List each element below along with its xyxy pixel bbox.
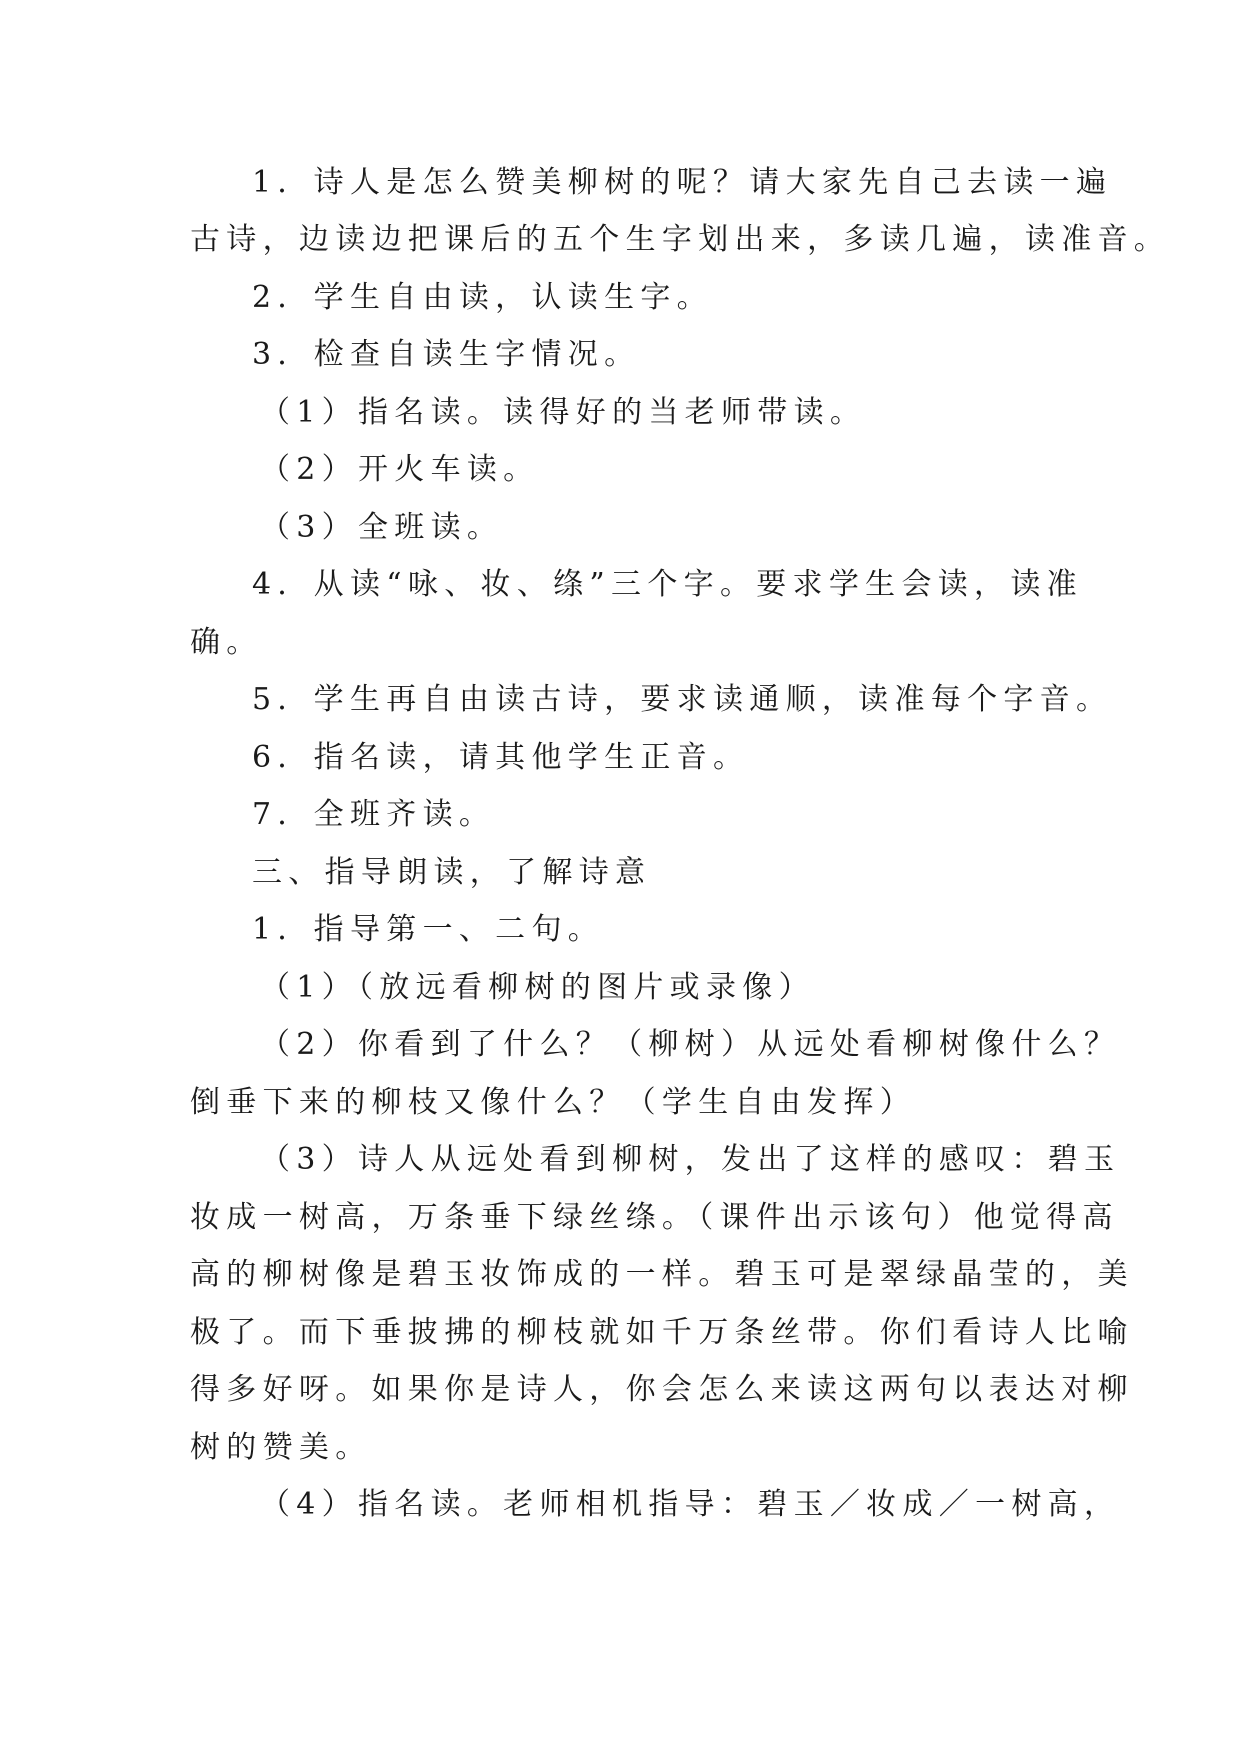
paragraph-line: 得多好呀。如果你是诗人，你会怎么来读这两句以表达对柳: [190, 1372, 1134, 1407]
paragraph-line: （2）开火车读。: [260, 452, 540, 487]
paragraph-line: （2）你看到了什么？（柳树）从远处看柳树像什么？: [260, 1027, 1121, 1062]
section-heading: 三、指导朗读，了解诗意: [252, 855, 652, 890]
paragraph-line: 倒垂下来的柳枝又像什么？（学生自由发挥）: [190, 1085, 916, 1120]
paragraph-line: 树的赞美。: [190, 1430, 372, 1465]
paragraph-line: 妆成一树高，万条垂下绿丝绦。（课件出示该句）他觉得高: [190, 1200, 1119, 1235]
paragraph-line: 确。: [190, 625, 263, 660]
paragraph-line: 7．全班齐读。: [252, 797, 496, 832]
paragraph-line: （3）全班读。: [260, 510, 504, 545]
paragraph-line: 6．指名读，请其他学生正音。: [252, 740, 750, 775]
paragraph-line: 4．从读“咏、妆、绦”三个字。要求学生会读，读准: [252, 567, 1083, 602]
paragraph-line: （1）指名读。读得好的当老师带读。: [260, 395, 867, 430]
paragraph-line: （3）诗人从远处看到柳树，发出了这样的感叹：碧玉: [260, 1142, 1121, 1177]
paragraph-line: （4）指名读。老师相机指导：碧玉／妆成／一树高，: [260, 1487, 1121, 1522]
paragraph-line: （1）（放远看柳树的图片或录像）: [260, 970, 815, 1005]
paragraph-line: 1．诗人是怎么赞美柳树的呢？请大家先自己去读一遍: [252, 165, 1113, 200]
paragraph-line: 1．指导第一、二句。: [252, 912, 605, 947]
paragraph-line: 5．学生再自由读古诗，要求读通顺，读准每个字音。: [252, 682, 1113, 717]
paragraph-line: 2．学生自由读，认读生字。: [252, 280, 713, 315]
paragraph-line: 高的柳树像是碧玉妆饰成的一样。碧玉可是翠绿晶莹的，美: [190, 1257, 1134, 1292]
paragraph-line: 3．检查自读生字情况。: [252, 337, 641, 372]
paragraph-line: 极了。而下垂披拂的柳枝就如千万条丝带。你们看诗人比喻: [190, 1315, 1134, 1350]
paragraph-line: 古诗，边读边把课后的五个生字划出来，多读几遍，读准音。: [190, 222, 1171, 257]
